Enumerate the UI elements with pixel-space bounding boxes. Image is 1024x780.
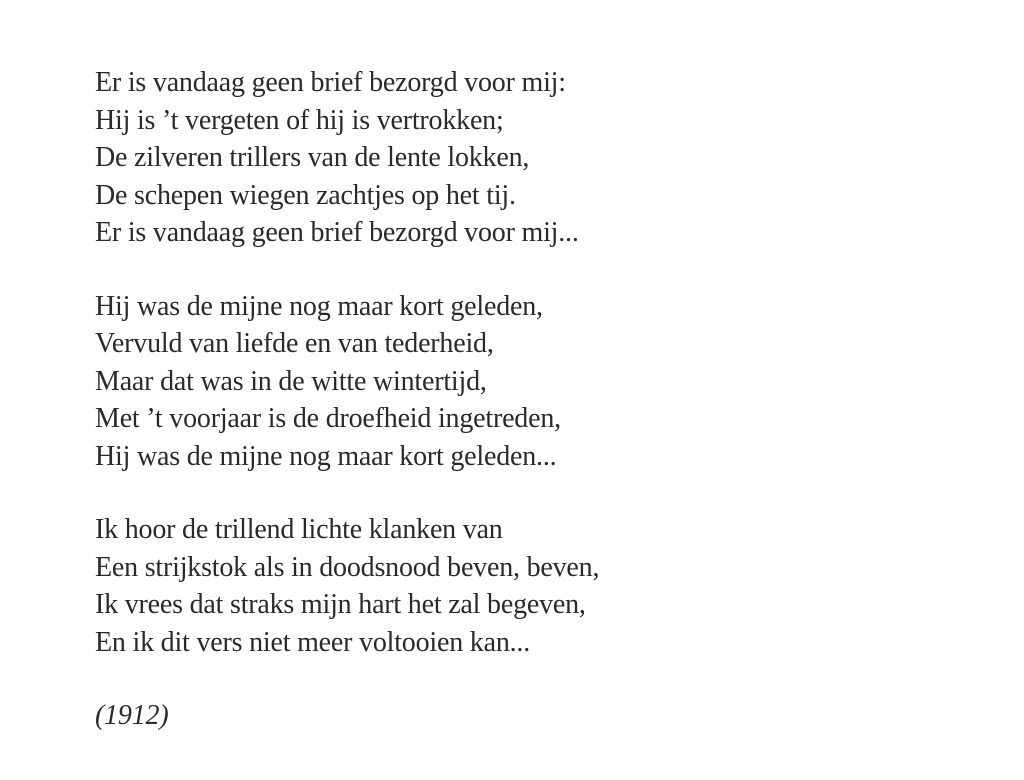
- poem-line: Vervuld van liefde en van tederheid,: [95, 328, 494, 359]
- stanza-1: [95, 64, 975, 252]
- stanza-3: [95, 511, 975, 661]
- poem-line: Er is vandaag geen brief bezorgd voor mij:: [95, 67, 566, 98]
- poem-line: Ik hoor de trillend lichte klanken van: [95, 514, 503, 545]
- poem-line: De zilveren trillers van de lente lokken,: [95, 142, 530, 173]
- poem-line: Hij is ’t vergeten of hij is vertrokken;: [95, 104, 504, 136]
- poem-date: (1912): [95, 700, 169, 731]
- poem-line: De schepen wiegen zachtjes op het tij.: [95, 179, 516, 211]
- poem-line: En ik dit vers niet meer voltooien kan...: [95, 626, 531, 658]
- poem-line: Er is vandaag geen brief bezorgd voor mij...: [95, 217, 579, 248]
- poem-line: Ik vrees dat straks mijn hart het zal begeven,: [95, 589, 586, 620]
- poem-line: Hij was de mijne nog maar kort geleden,: [95, 290, 543, 322]
- stanza-2: [95, 288, 975, 476]
- poem: [95, 64, 975, 735]
- poem-line: Maar dat was in de witte wintertijd,: [95, 365, 487, 397]
- poem-line: Met ’t voorjaar is de droefheid ingetreden,: [95, 403, 561, 434]
- poem-line: Een strijkstok als in doodsnood beven, beven,: [95, 551, 600, 583]
- poem-line: Hij was de mijne nog maar kort geleden...: [95, 440, 557, 472]
